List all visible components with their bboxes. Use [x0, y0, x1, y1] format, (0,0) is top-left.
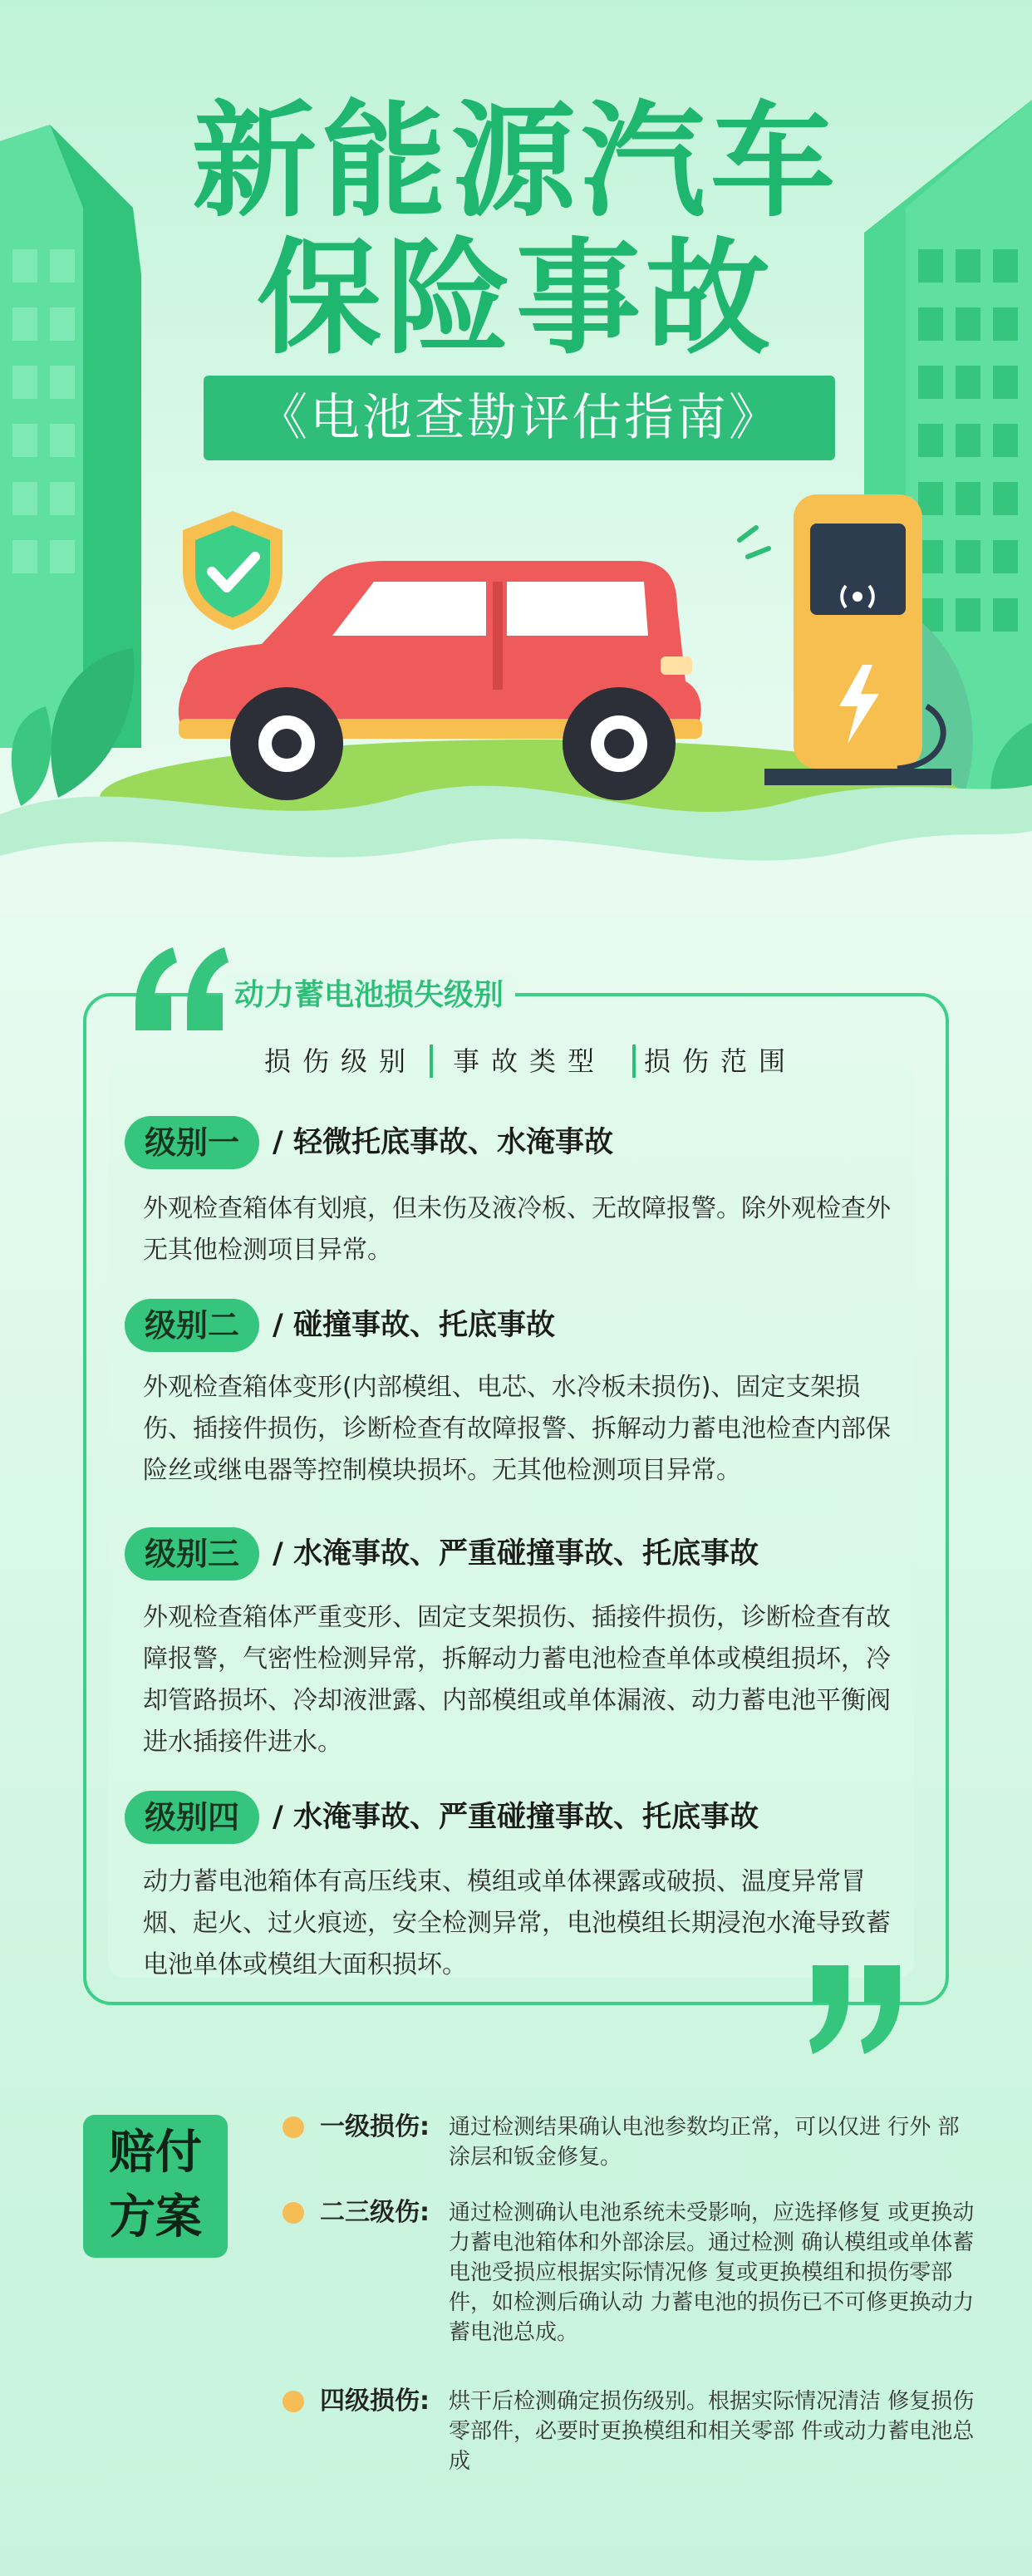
- car-illustration: [170, 557, 719, 831]
- plan-title: [83, 2121, 228, 2250]
- plan-title-line-1: 赔付: [109, 2126, 202, 2180]
- charging-station-icon: [731, 490, 956, 806]
- plan-item-3-label: 四级损伤:: [320, 2387, 430, 2416]
- plan-item-2-description: 通过检测确认电池系统未受影响，应选择修复 或更换动力蓄电池箱体和外部涂层。通过检测 确认模组或单体蓄电池受损应根据实际情况修 复或更换模组和损伤零部件，如检测后确认动 力蓄电池的损伤已不可修更换动力蓄电池总成。: [449, 2200, 975, 2345]
- level-4-description: 动力蓄电池箱体有高压线束、模组或单体裸露或破损、温度异常冒烟、起火、过火痕迹，安全检测异常，电池模组长期浸泡水淹导致蓄电池单体或模组大面积损坏。: [143, 1867, 891, 1979]
- column-header-level: 损伤级别: [264, 1045, 418, 1077]
- quote-open-icon: [131, 939, 231, 1039]
- bullet-dot: [283, 2202, 304, 2224]
- card-title: 动力蓄电池损失级别: [223, 975, 515, 1016]
- title-line-2: 保险事故: [256, 227, 775, 371]
- level-3-type: / 水淹事故、严重碰撞事故、托底事故: [273, 1537, 759, 1571]
- level-2-description: 外观检查箱体变形(内部模组、电芯、水冷板未损伤)、固定支架损伤、插接件损伤，诊断检查有故障报警、拆解动力蓄电池检查内部保险丝或继电器等控制模块损坏。无其他检测项目异常。: [143, 1373, 891, 1485]
- level-3-description: 外观检查箱体严重变形、固定支架损伤、插接件损伤，诊断检查有故障报警，气密性检测异常，拆解动力蓄电池检查单体或模组损坏，冷却管路损坏、冷却液泄露、内部模组或单体漏液、动力蓄电池平衡阀进水插接件进水。: [143, 1603, 891, 1757]
- column-divider: [430, 1045, 433, 1078]
- title-line-1: 新能源汽车: [191, 90, 840, 234]
- bullet-dot: [283, 2116, 304, 2138]
- column-header-range: 损伤范围: [644, 1045, 798, 1077]
- level-2-type: / 碰撞事故、托底事故: [273, 1309, 555, 1342]
- level-1-type: / 轻微托底事故、水淹事故: [273, 1126, 613, 1159]
- plan-item-2-label: 二三级伤:: [320, 2198, 430, 2227]
- column-header-type: 事故类型: [453, 1045, 607, 1077]
- plan-item-3-description: 烘干后检测确定损伤级别。根据实际情况清洁 修复损伤零部件，必要时更换模组和相关零部 件或动力蓄电池总成: [449, 2389, 975, 2474]
- level-4-type: / 水淹事故、严重碰撞事故、托底事故: [273, 1801, 759, 1834]
- subtitle: 《电池查勘评估指南》: [258, 389, 781, 447]
- bullet-dot: [283, 2391, 304, 2412]
- level-4-badge: 级别四: [125, 1791, 259, 1844]
- plan-item-1-description: 通过检测结果确认电池参数均正常，可以仅进 行外 部涂层和钣金修复。: [449, 2115, 960, 2170]
- plan-title-line-2: 方案: [109, 2190, 202, 2244]
- level-3-badge: 级别三: [125, 1527, 259, 1581]
- level-1-description: 外观检查箱体有划痕，但未伤及液冷板、无故障报警。除外观检查外无其他检测项目异常。: [143, 1194, 891, 1265]
- column-divider: [632, 1045, 636, 1078]
- plan-item-1-label: 一级损伤:: [320, 2112, 430, 2141]
- level-1-badge: 级别一: [125, 1116, 259, 1169]
- level-2-badge: 级别二: [125, 1299, 259, 1352]
